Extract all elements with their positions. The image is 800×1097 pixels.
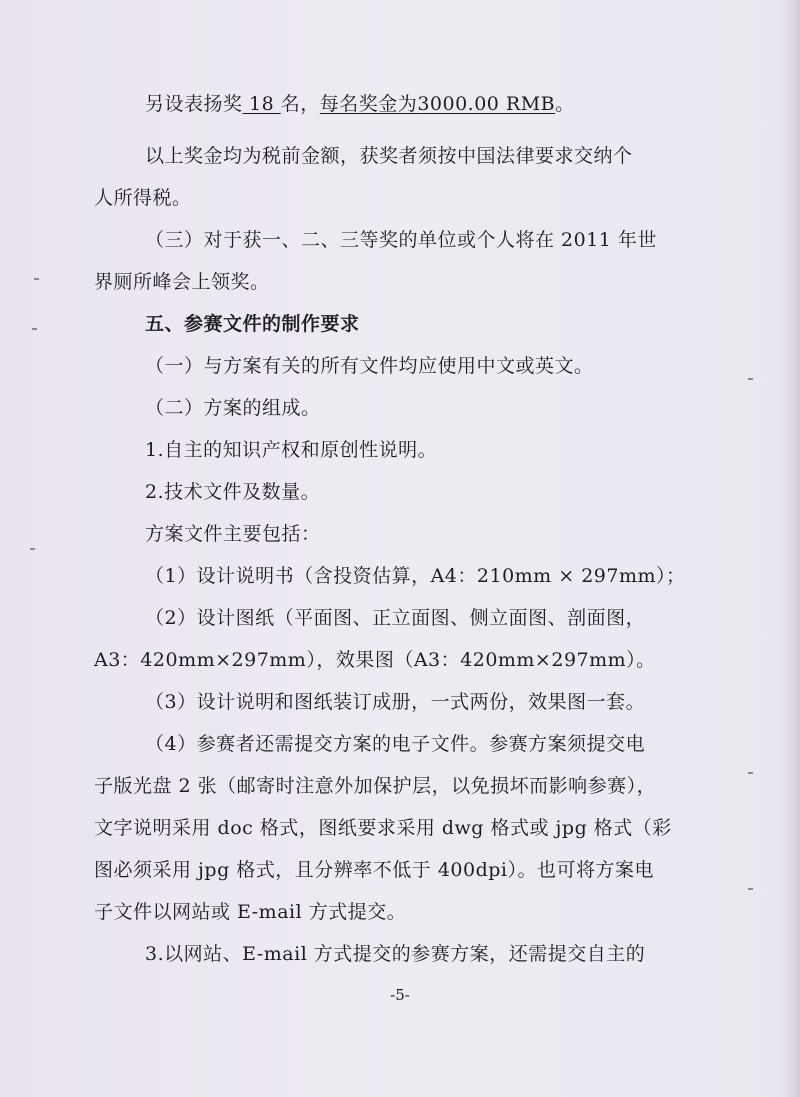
- scan-mark: [32, 328, 37, 330]
- award-line: [145, 92, 800, 116]
- scan-mark: [748, 378, 753, 380]
- scan-mark: [30, 548, 35, 550]
- award-unit: 名，: [280, 93, 320, 115]
- page-number: -5-: [390, 986, 410, 1004]
- text-line: A3：420mm×297mm），效果图（A3：420mm×297mm）。: [94, 649, 656, 671]
- text-line: （3）设计说明和图纸装订成册，一式两份，效果图一套。: [145, 691, 646, 713]
- text-line: 子文件以网站或 E-mail 方式提交。: [94, 901, 407, 923]
- text-line: （1）设计说明书（含投资估算，A4：210mm × 297mm）；: [145, 565, 686, 587]
- text-line: （二）方案的组成。: [145, 397, 321, 419]
- scan-mark: [34, 278, 39, 280]
- text-line: 图必须采用 jpg 格式，且分辨率不低于 400dpi）。也可将方案电: [94, 859, 655, 881]
- text-line: 文字说明采用 doc 格式，图纸要求采用 dwg 格式或 jpg 格式（彩: [94, 817, 672, 839]
- section-heading: 五、参赛文件的制作要求: [145, 313, 360, 335]
- text-line: 子版光盘 2 张（邮寄时注意外加保护层，以免损坏而影响参赛），: [94, 775, 657, 797]
- text-line: 界厕所峰会上领奖。: [94, 271, 270, 293]
- award-count: 18: [242, 93, 281, 115]
- award-text: 另设表扬奖: [145, 93, 243, 115]
- text-line: （2）设计图纸（平面图、正立面图、侧立面图、剖面图，: [145, 607, 646, 629]
- text-line: 3.以网站、E-mail 方式提交的参赛方案，还需提交自主的: [145, 943, 646, 965]
- text-line: 2.技术文件及数量。: [145, 481, 321, 503]
- award-amount: 3000.00 RMB: [417, 93, 556, 115]
- text-line: （三）对于获一、二、三等奖的单位或个人将在 2011 年世: [145, 229, 657, 251]
- text-line: 以上奖金均为税前金额，获奖者须按中国法律要求交纳个: [145, 145, 633, 167]
- text-line: 1.自主的知识产权和原创性说明。: [145, 439, 438, 461]
- scan-mark: [748, 888, 753, 890]
- award-end: 。: [555, 93, 575, 115]
- text-line: 人所得税。: [94, 187, 192, 209]
- text-line: （一）与方案有关的所有文件均应使用中文或英文。: [145, 355, 594, 377]
- text-line: （4）参赛者还需提交方案的电子文件。参赛方案须提交电: [145, 733, 646, 755]
- award-per-label: 每名奖金为: [319, 93, 418, 115]
- text-line: 方案文件主要包括：: [145, 523, 321, 545]
